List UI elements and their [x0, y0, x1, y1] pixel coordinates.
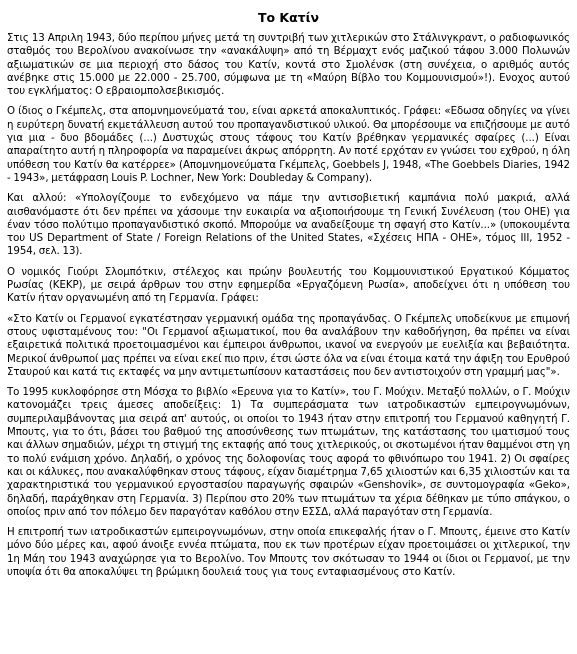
paragraph-state-department: Και αλλού: «Υπολογίζουμε το ενδεχόμενο να πάμε την αντισοβιετική καμπάνια πολύ μακριά, αλλά αισθανόμαστε ότι δεν πρέπει να χάσουμε την ευκαιρία να αξιοποιήσουμε τη Γενική Συνέλευση (του ΟΗΕ) για έναν τόσο πολύτιμο προπαγανδιστικό σκοπό. Μπορούμε να αναδείξουμε τη σφαγή στο Κατίν...» (υποκουμέντα του US Department of State / Foreign Relations of the United States, «Σχέσεις ΗΠΑ - ΟΗΕ», τόμος ΙΙΙ, 1952 - 1954, σελ. 13). — [7, 193, 570, 258]
article-title: Το Κατίν — [257, 10, 320, 25]
paragraph-goebbels-diary: Ο ίδιος ο Γκέμπελς, στα απομνημονεύματά του, είναι αρκετά αποκαλυπτικός. Γράφει: «Εδωσα οδηγίες να γίνει η ευρύτερη δυνατή εκμετάλλευση αυτού του προπαγανδιστικού υλικού. Θα μπορέσουμε να επιζήσουμε με αυτό για μια - δυο βδομάδες (...) Δυστυχώς στους τάφους του Κατίν βρέθηκαν γερμανικές σφαίρες (...) Είναι απαραίτητο αυτή η πληροφορία να παραμείνει άκρως απόρρητη. Αν ποτέ ερχόταν εν γνώσει του εχθρού, η όλη υπόθεση του Κατίν θα κατέρρεε» (Απομνημονεύματα Γκέμπελς, Goebbels J, 1948, «The Goebbels Diaries, 1942 - 1943», μετάφραση Louis P. Lochner, New York: Doubleday & Company). — [7, 106, 570, 184]
paragraph-quote: «Στο Κατίν οι Γερμανοί εγκατέστησαν γερμανική ομάδα της προπαγάνδας. Ο Γκέμπελς υποδείκνυε με επιμονή στους υφισταμένους του: "Οι Γερμανοί αξιωματικοί, που θα αναλάβουν την καθοδήγηση, θα πρέπει να είναι εξαιρετικά πολιτικά προετοιμασμένοι και έμπειροι άνθρωποι, ικανοί να ενεργούν με ευελιξία και βεβαιότητα. Μερικοί άνθρωποί μας πρέπει να είναι εκεί πιο πριν, έτσι ώστε όλα να είναι έτοιμα κατά την άφιξη του Ερυθρού Σταυρού και κατά τις εκταφές να μην αντιμετωπίσουν καταστάσεις που δεν αντιστοιχούν στη γραμμή μας"». — [7, 313, 570, 378]
paragraph-butz-commission: Η επιτροπή των ιατροδικαστών εμπειρογνωμόνων, στην οποία επικεφαλής ήταν ο Γ. Μπουτς, έμεινε στο Κατίν μόνο δύο μέρες και, αφού άνοιξε εννέα πτώματα, που εκ των προτέρων είχαν προετοιμάσει οι χιτλερικοί, την 1η Μάη του 1943 αναχώρησε για το Βερολίνο. Τον Μπουτς τον σκότωσαν το 1944 οι ίδιοι οι Γερμανοί, με την υποψία ότι θα αποκαλύψει τη βρώμικη δουλειά τους για τους ενταφιασμένους στο Κατίν. — [7, 527, 570, 578]
paragraph-intro: Στις 13 Απριλη 1943, δύο περίπου μήνες μετά τη συντριβή των χιτλερικών στο Στάλινγκραντ, ο ραδιοφωνικός σταθμός του Βερολίνου ανακοίνωσε την «ανακάλυψη» από τη Βέρμαχτ ενός μαζικού τάφου 3.000 Πολωνών αξιωματικών σε μια περιοχή στο δάσος του Κατίν, κοντά στο Σμολένσκ (στη συνέχεια, ο αριθμός αυτός ανέβηκε στις 15.000 με 22.000 - 25.700, σύμφωνα με τη «Μαύρη Βίβλο του Κομμουνισμού»!). Ενοχος αυτού του εγκλήματος: Ο εβραιομπολσεβικισμός. — [7, 33, 570, 98]
paragraph-slobodkin: Ο νομικός Γιούρι Σλομπότκιν, στέλεχος και πρώην βουλευτής του Κομμουνιστικού Εργατικού Κόμματος Ρωσίας (ΚΕΚΡ), με σειρά άρθρων του στην εφημερίδα «Εργαζόμενη Ρωσία», αποδείχνει ότι η υπόθεση του Κατίν ήταν οργανωμένη από τη Γερμανία. Γράφει: — [7, 266, 570, 305]
paragraph-mukhin-book: Το 1995 κυκλοφόρησε στη Μόσχα το βιβλίο «Ερευνα για το Κατίν», του Γ. Μούχιν. Μεταξύ πολλών, ο Γ. Μούχιν κατονομάζει τρεις άμεσες αποδείξεις: 1) Τα συμπεράσματα των ιατροδικαστών εμπειρογνωμόνων, συμπεριλαμβάνοντας μια σειρά απ' αυτούς, οι οποίοι το 1943 ήταν στην επιτροπή του Γερμανού καθηγητή Γ. Μπουτς, για το ότι, βάσει του βαθμού της αποσύνθεσης των πτωμάτων, της κατάστασης του ιματισμού τους και άλλων σημαδιών, μέχρι τη στιγμή της εκταφής από τους χιτλερικούς, οι σκοτωμένοι ήταν θαμμένοι στη γη το πολύ ενάμιση χρόνο. Δηλαδή, ο χρόνος της δολοφονίας τους αφορά το φθινόπωρο του 1941. 2) Οι σφαίρες και οι κάλυκες, που ανακαλύφθηκαν στους τάφους, είχαν διαμέτρημα 7,65 χιλιοστών και 6,35 χιλιοστών και τα χαρακτηριστικά του γερμανικού εργοστασίου παραγωγής σφαιρών «Genshovik», σε συντομογραφία «Geko», δηλαδή, παράχθηκαν στη Γερμανία. 3) Περίπου στο 20% των πτωμάτων τα χέρια δέθηκαν με τύπο σπάγκου, ο οποίος πριν από τον πόλεμο δεν παραγόταν καθόλου στην ΕΣΣΔ, αλλά παραγόταν στη Γερμανία. — [7, 387, 570, 518]
